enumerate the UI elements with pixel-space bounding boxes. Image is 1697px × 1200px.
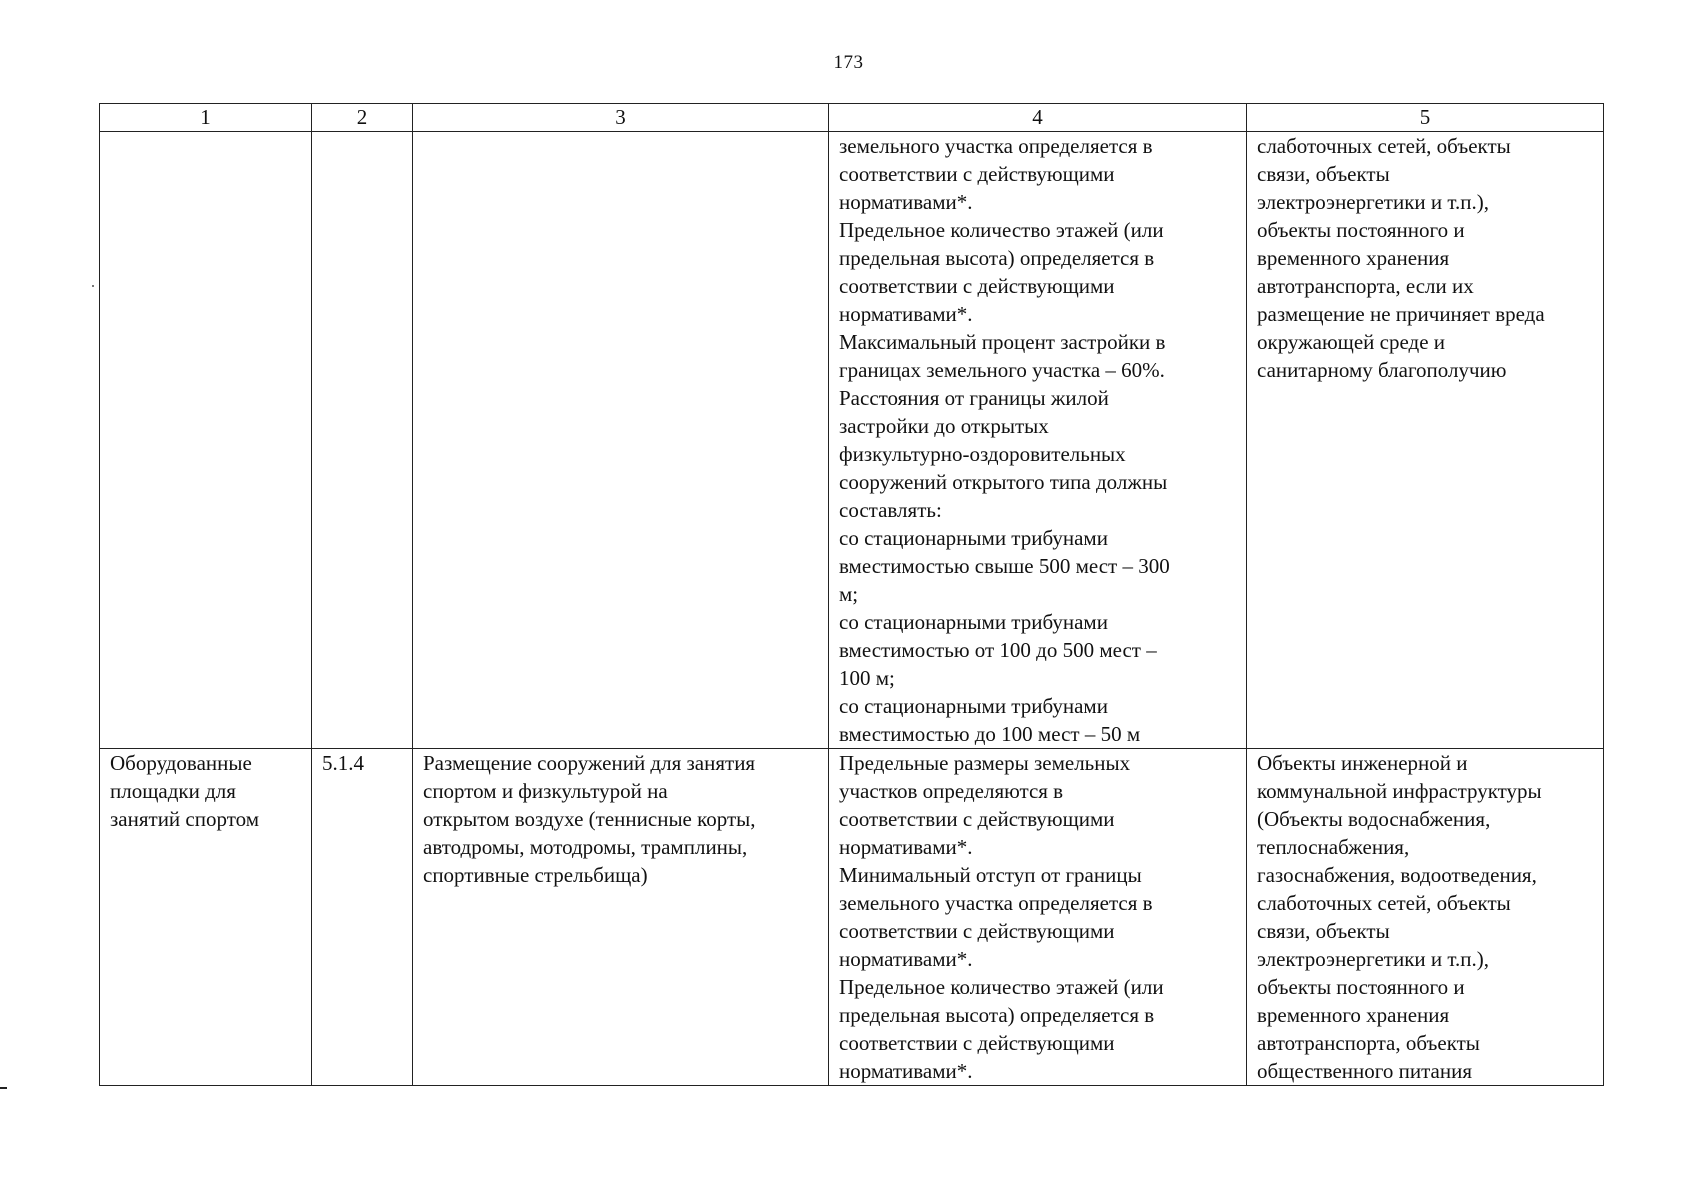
cell-code: [312, 132, 413, 749]
column-header-2: 2: [312, 104, 413, 132]
column-header-1: 1: [100, 104, 312, 132]
scan-speck: [92, 285, 94, 287]
cell-auxiliary-uses: Объекты инженерной и коммунальной инфраструктуры (Объекты водоснабжения, теплоснабжения, газоснабжения, водоотведения, слаботочных сетей, объекты связи, объекты электроэнергетики и т.п.), объекты постоянного и временного хранения автотранспорта, объекты общественного питания: [1247, 749, 1604, 1086]
page-number: 173: [833, 52, 864, 73]
cell-parameters: земельного участка определяется в соответствии с действующими нормативами*. Предельное количество этажей (или предельная высота) определяется в соответствии с действующими нормативами*. Максимальный процент застройки в границах земельного участка – 60%. Расстояния от границы жилой застройки до открытых физкультурно-оздоровительных сооружений открытого типа должны составлять: со стационарными трибунами вместимостью свыше 500 мест – 300 м; со стационарными трибунами вместимостью от 100 до 500 мест – 100 м; со стационарными трибунами вместимостью до 100 мест – 50 м: [829, 132, 1247, 749]
cell-code: 5.1.4: [312, 749, 413, 1086]
margin-mark: [0, 1087, 7, 1089]
column-number-row: [100, 104, 1604, 132]
regulations-table: [99, 103, 1604, 1086]
column-header-3: 3: [413, 104, 829, 132]
table-row: [100, 132, 1604, 749]
column-header-5: 5: [1247, 104, 1604, 132]
cell-use-type: [100, 132, 312, 749]
table-row: [100, 749, 1604, 1086]
cell-description: [413, 132, 829, 749]
cell-parameters: Предельные размеры земельных участков определяются в соответствии с действующими нормативами*. Минимальный отступ от границы земельного участка определяется в соответствии с действующими нормативами*. Предельное количество этажей (или предельная высота) определяется в соответствии с действующими нормативами*.: [829, 749, 1247, 1086]
column-header-4: 4: [829, 104, 1247, 132]
cell-use-type: Оборудованные площадки для занятий спортом: [100, 749, 312, 1086]
cell-auxiliary-uses: слаботочных сетей, объекты связи, объекты электроэнергетики и т.п.), объекты постоянного и временного хранения автотранспорта, если их размещение не причиняет вреда окружающей среде и санитарному благополучию: [1247, 132, 1604, 749]
cell-description: Размещение сооружений для занятия спортом и физкультурой на открытом воздухе (теннисные корты, автодромы, мотодромы, трамплины, спортивные стрельбища): [413, 749, 829, 1086]
